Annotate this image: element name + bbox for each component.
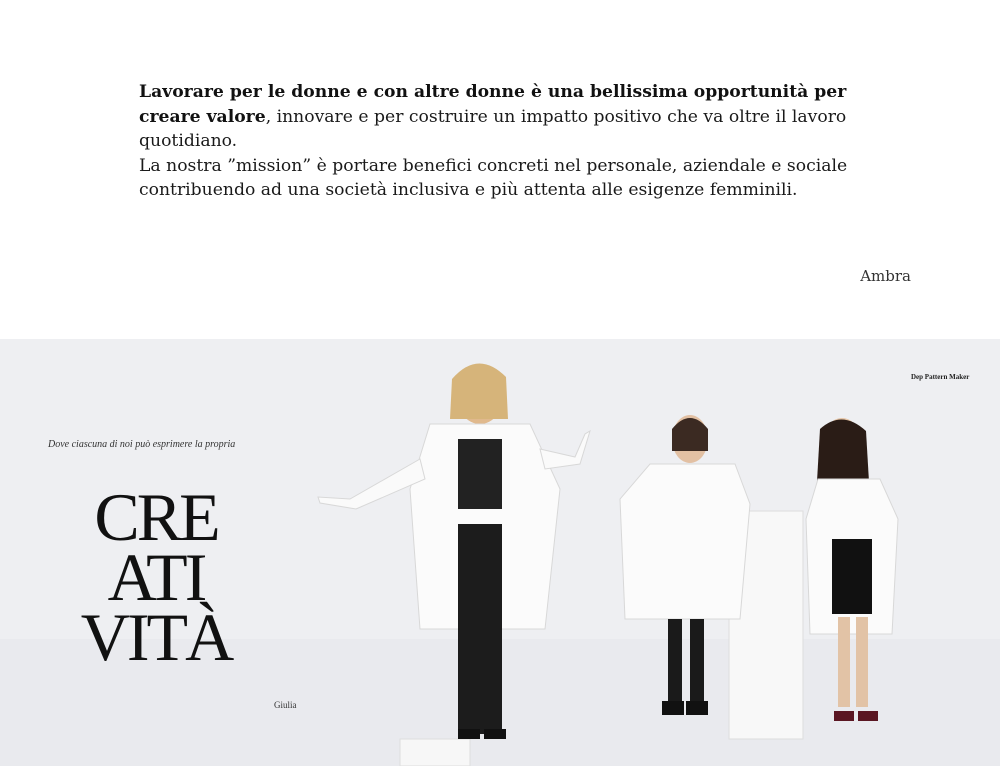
creativita-heading [80,479,232,675]
quote-rest-text: , innovare e per costruire un impatto positivo che va oltre il lavoro quotidiano. [139,106,847,151]
creativita-line-2: ATI [107,539,205,615]
creativita-line-1: CRE [94,479,218,555]
quote-signature: Ambra [860,267,911,285]
caption-giulia: Giulia [274,700,297,710]
photo-tagline: Dove ciascuna di noi può esprimere la propria [48,439,236,450]
quote-mission-text: La nostra ”mission” è portare benefici concreti nel personale, aziendale e sociale contribuendo ad una società inclusiva e più attenta alle esigenze femminili. [139,155,848,200]
creativita-line-3: VITÀ [80,599,232,675]
team-photo [0,339,1000,766]
quote-bold-text: Lavorare per le donne e con altre donne è una bellissima opportunità per creare valore [139,82,847,127]
caption-role: Dep Pattern Maker [911,373,970,381]
quote-paragraph [139,80,869,203]
